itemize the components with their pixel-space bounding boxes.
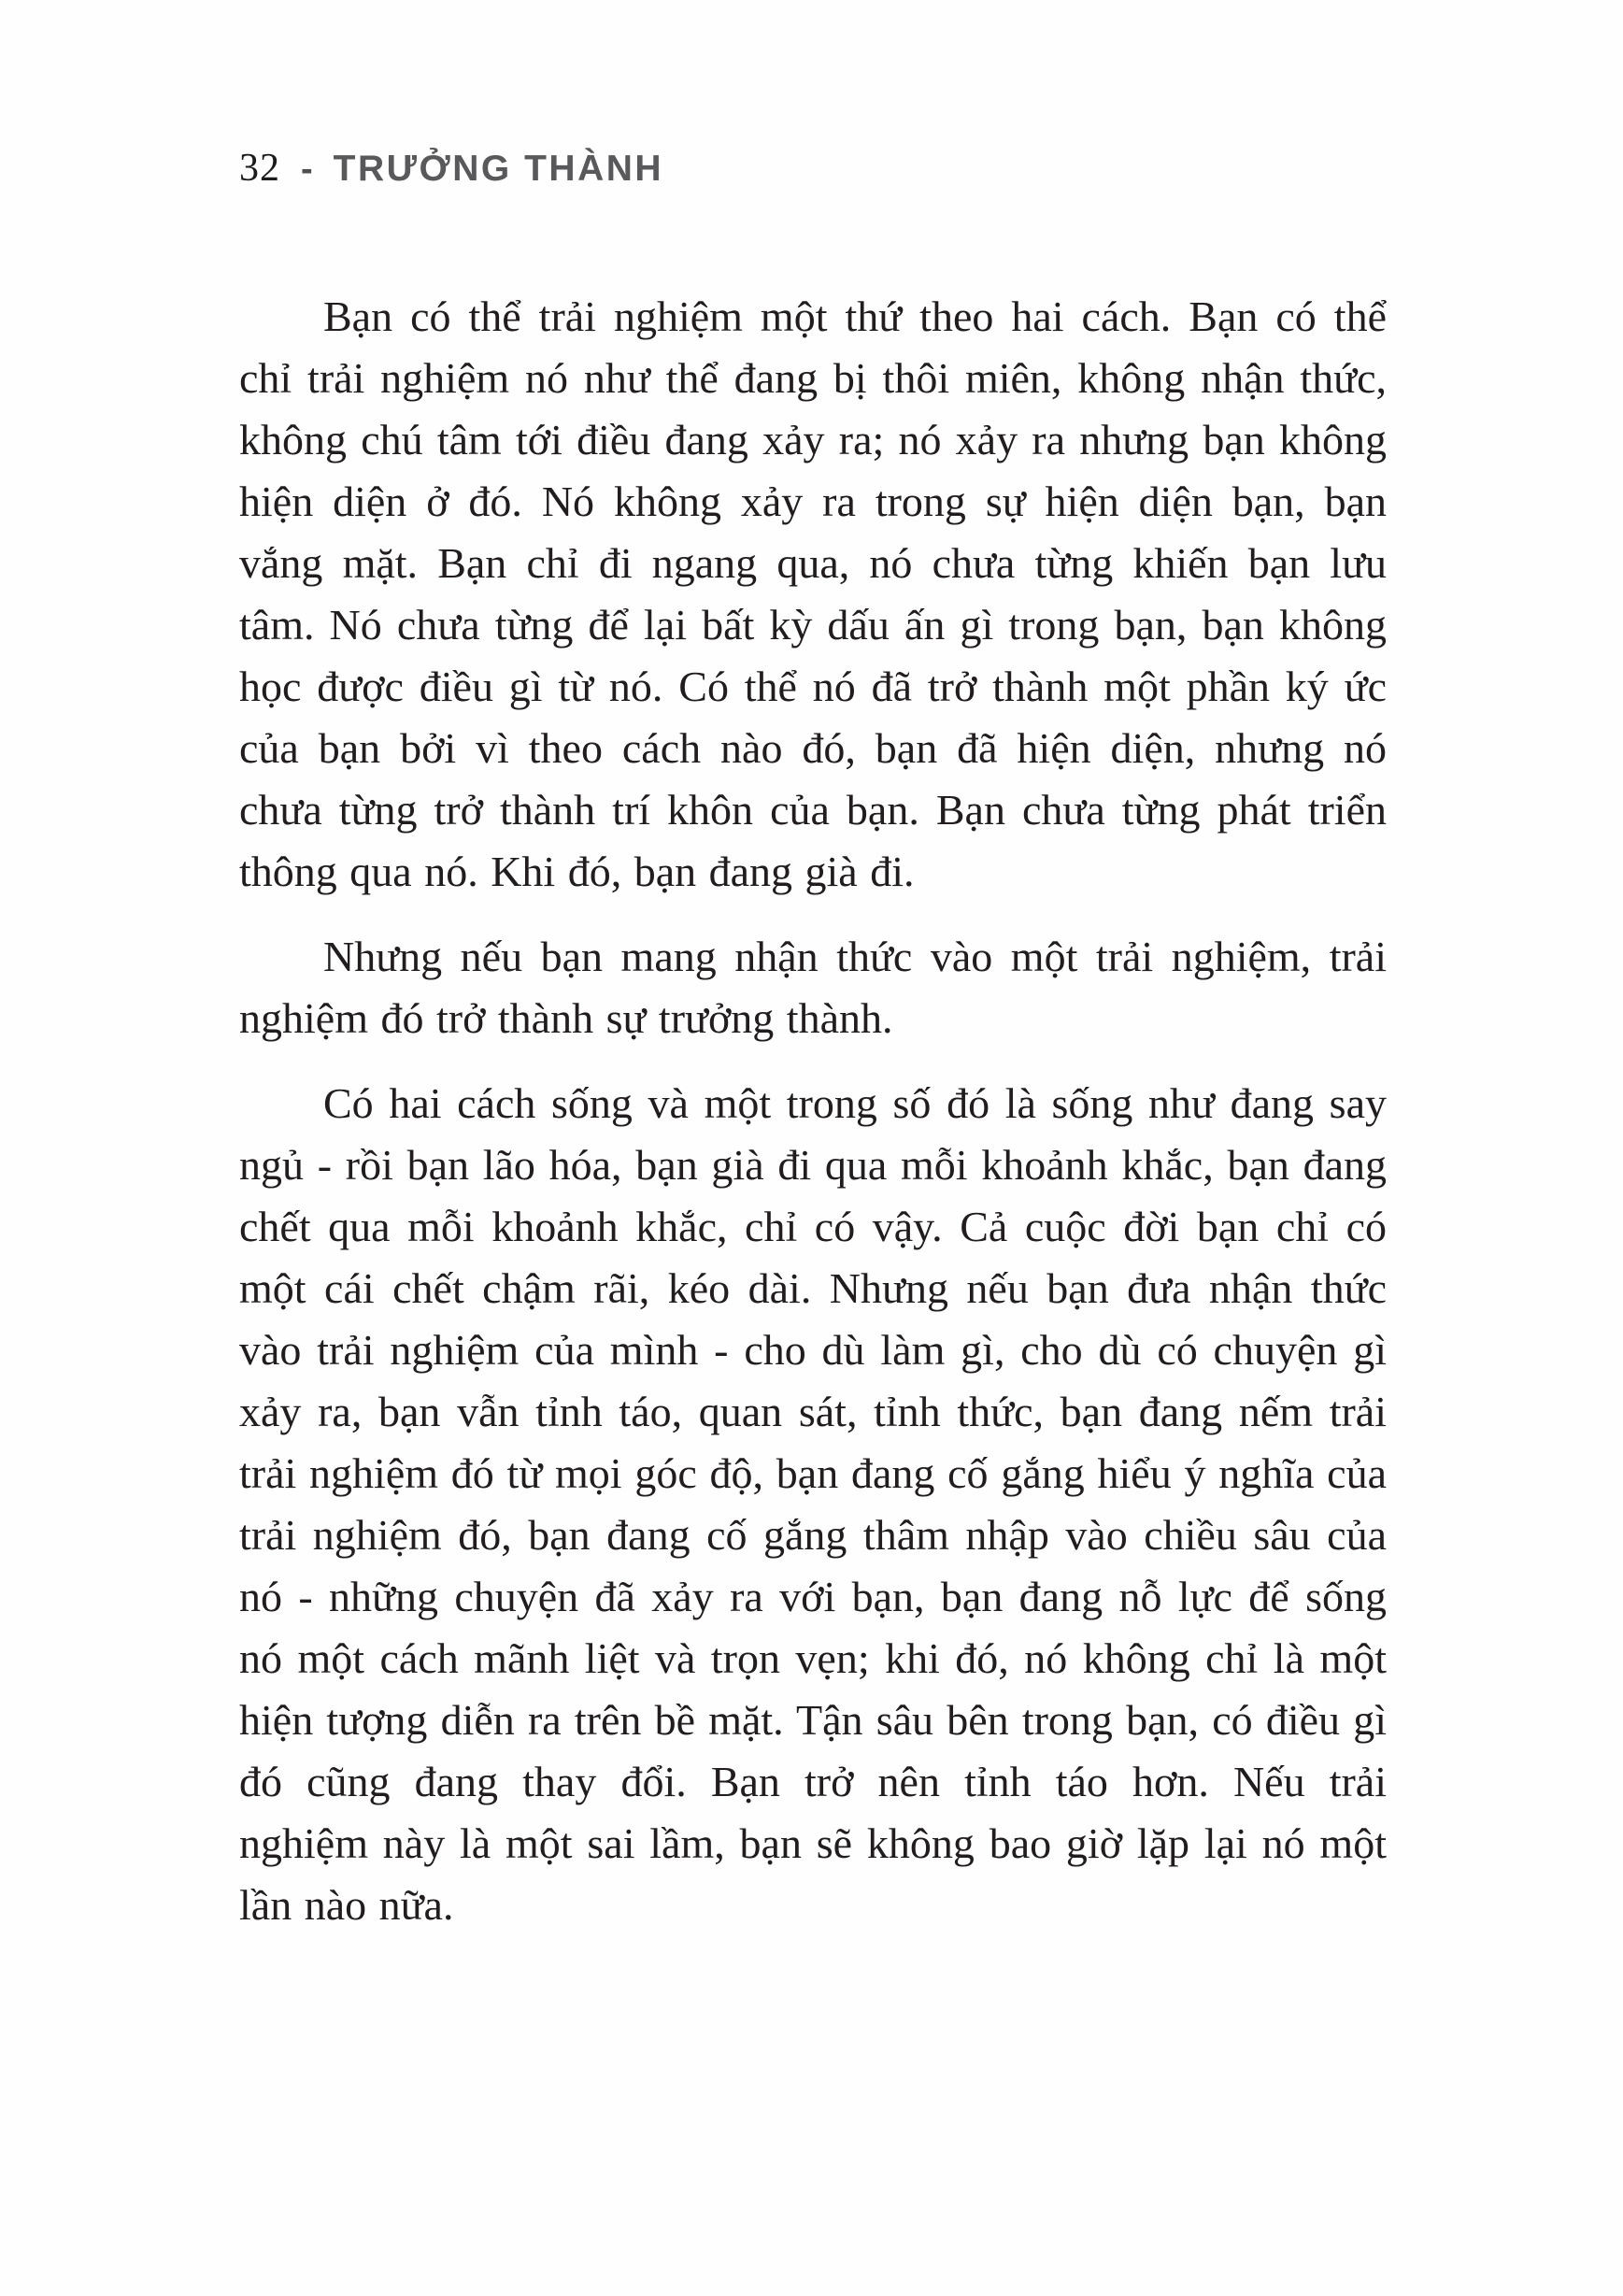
page-header (239, 146, 663, 191)
page-number: 32 (239, 147, 280, 190)
header-separator: - (301, 150, 313, 189)
body-paragraph: Có hai cách sống và một trong số đó là sống như đang say ngủ - rồi bạn lão hóa, bạn già đi qua mỗi khoảnh khắc, bạn đang chết qua mỗi khoảnh khắc, chỉ có vậy. Cả cuộc đời bạn chỉ có một cái chết chậm rãi, kéo dài. Nhưng nếu bạn đưa nhận thức vào trải nghiệm của mình - cho dù làm gì, cho dù có chuyện gì xảy ra, bạn vẫn tỉnh táo, quan sát, tỉnh thức, bạn đang nếm trải trải nghiệm đó từ mọi góc độ, bạn đang cố gắng hiểu ý nghĩa của trải nghiệm đó, bạn đang cố gắng thâm nhập vào chiều sâu của nó - những chuyện đã xảy ra với bạn, bạn đang nỗ lực để sống nó một cách mãnh liệt và trọn vẹn; khi đó, nó không chỉ là một hiện tượng diễn ra trên bề mặt. Tận sâu bên trong bạn, có điều gì đó cũng đang thay đổi. Bạn trở nên tỉnh táo hơn. Nếu trải nghiệm này là một sai lầm, bạn sẽ không bao giờ lặp lại nó một lần nào nữa. (239, 1079, 1387, 1929)
running-title: TRƯỞNG THÀNH (333, 149, 664, 189)
body-paragraph: Nhưng nếu bạn mang nhận thức vào một trải nghiệm, trải nghiệm đó trở thành sự trưởng thành. (239, 933, 1387, 1042)
page-body (239, 286, 1387, 1960)
body-paragraph: Bạn có thể trải nghiệm một thứ theo hai cách. Bạn có thể chỉ trải nghiệm nó như thể đang bị thôi miên, không nhận thức, không chú tâm tới điều đang xảy ra; nó xảy ra nhưng bạn không hiện diện ở đó. Nó không xảy ra trong sự hiện diện bạn, bạn vắng mặt. Bạn chỉ đi ngang qua, nó chưa từng khiến bạn lưu tâm. Nó chưa từng để lại bất kỳ dấu ấn gì trong bạn, bạn không học được điều gì từ nó. Có thể nó đã trở thành một phần ký ức của bạn bởi vì theo cách nào đó, bạn đã hiện diện, nhưng nó chưa từng trở thành trí khôn của bạn. Bạn chưa từng phát triển thông qua nó. Khi đó, bạn đang già đi. (239, 292, 1387, 895)
